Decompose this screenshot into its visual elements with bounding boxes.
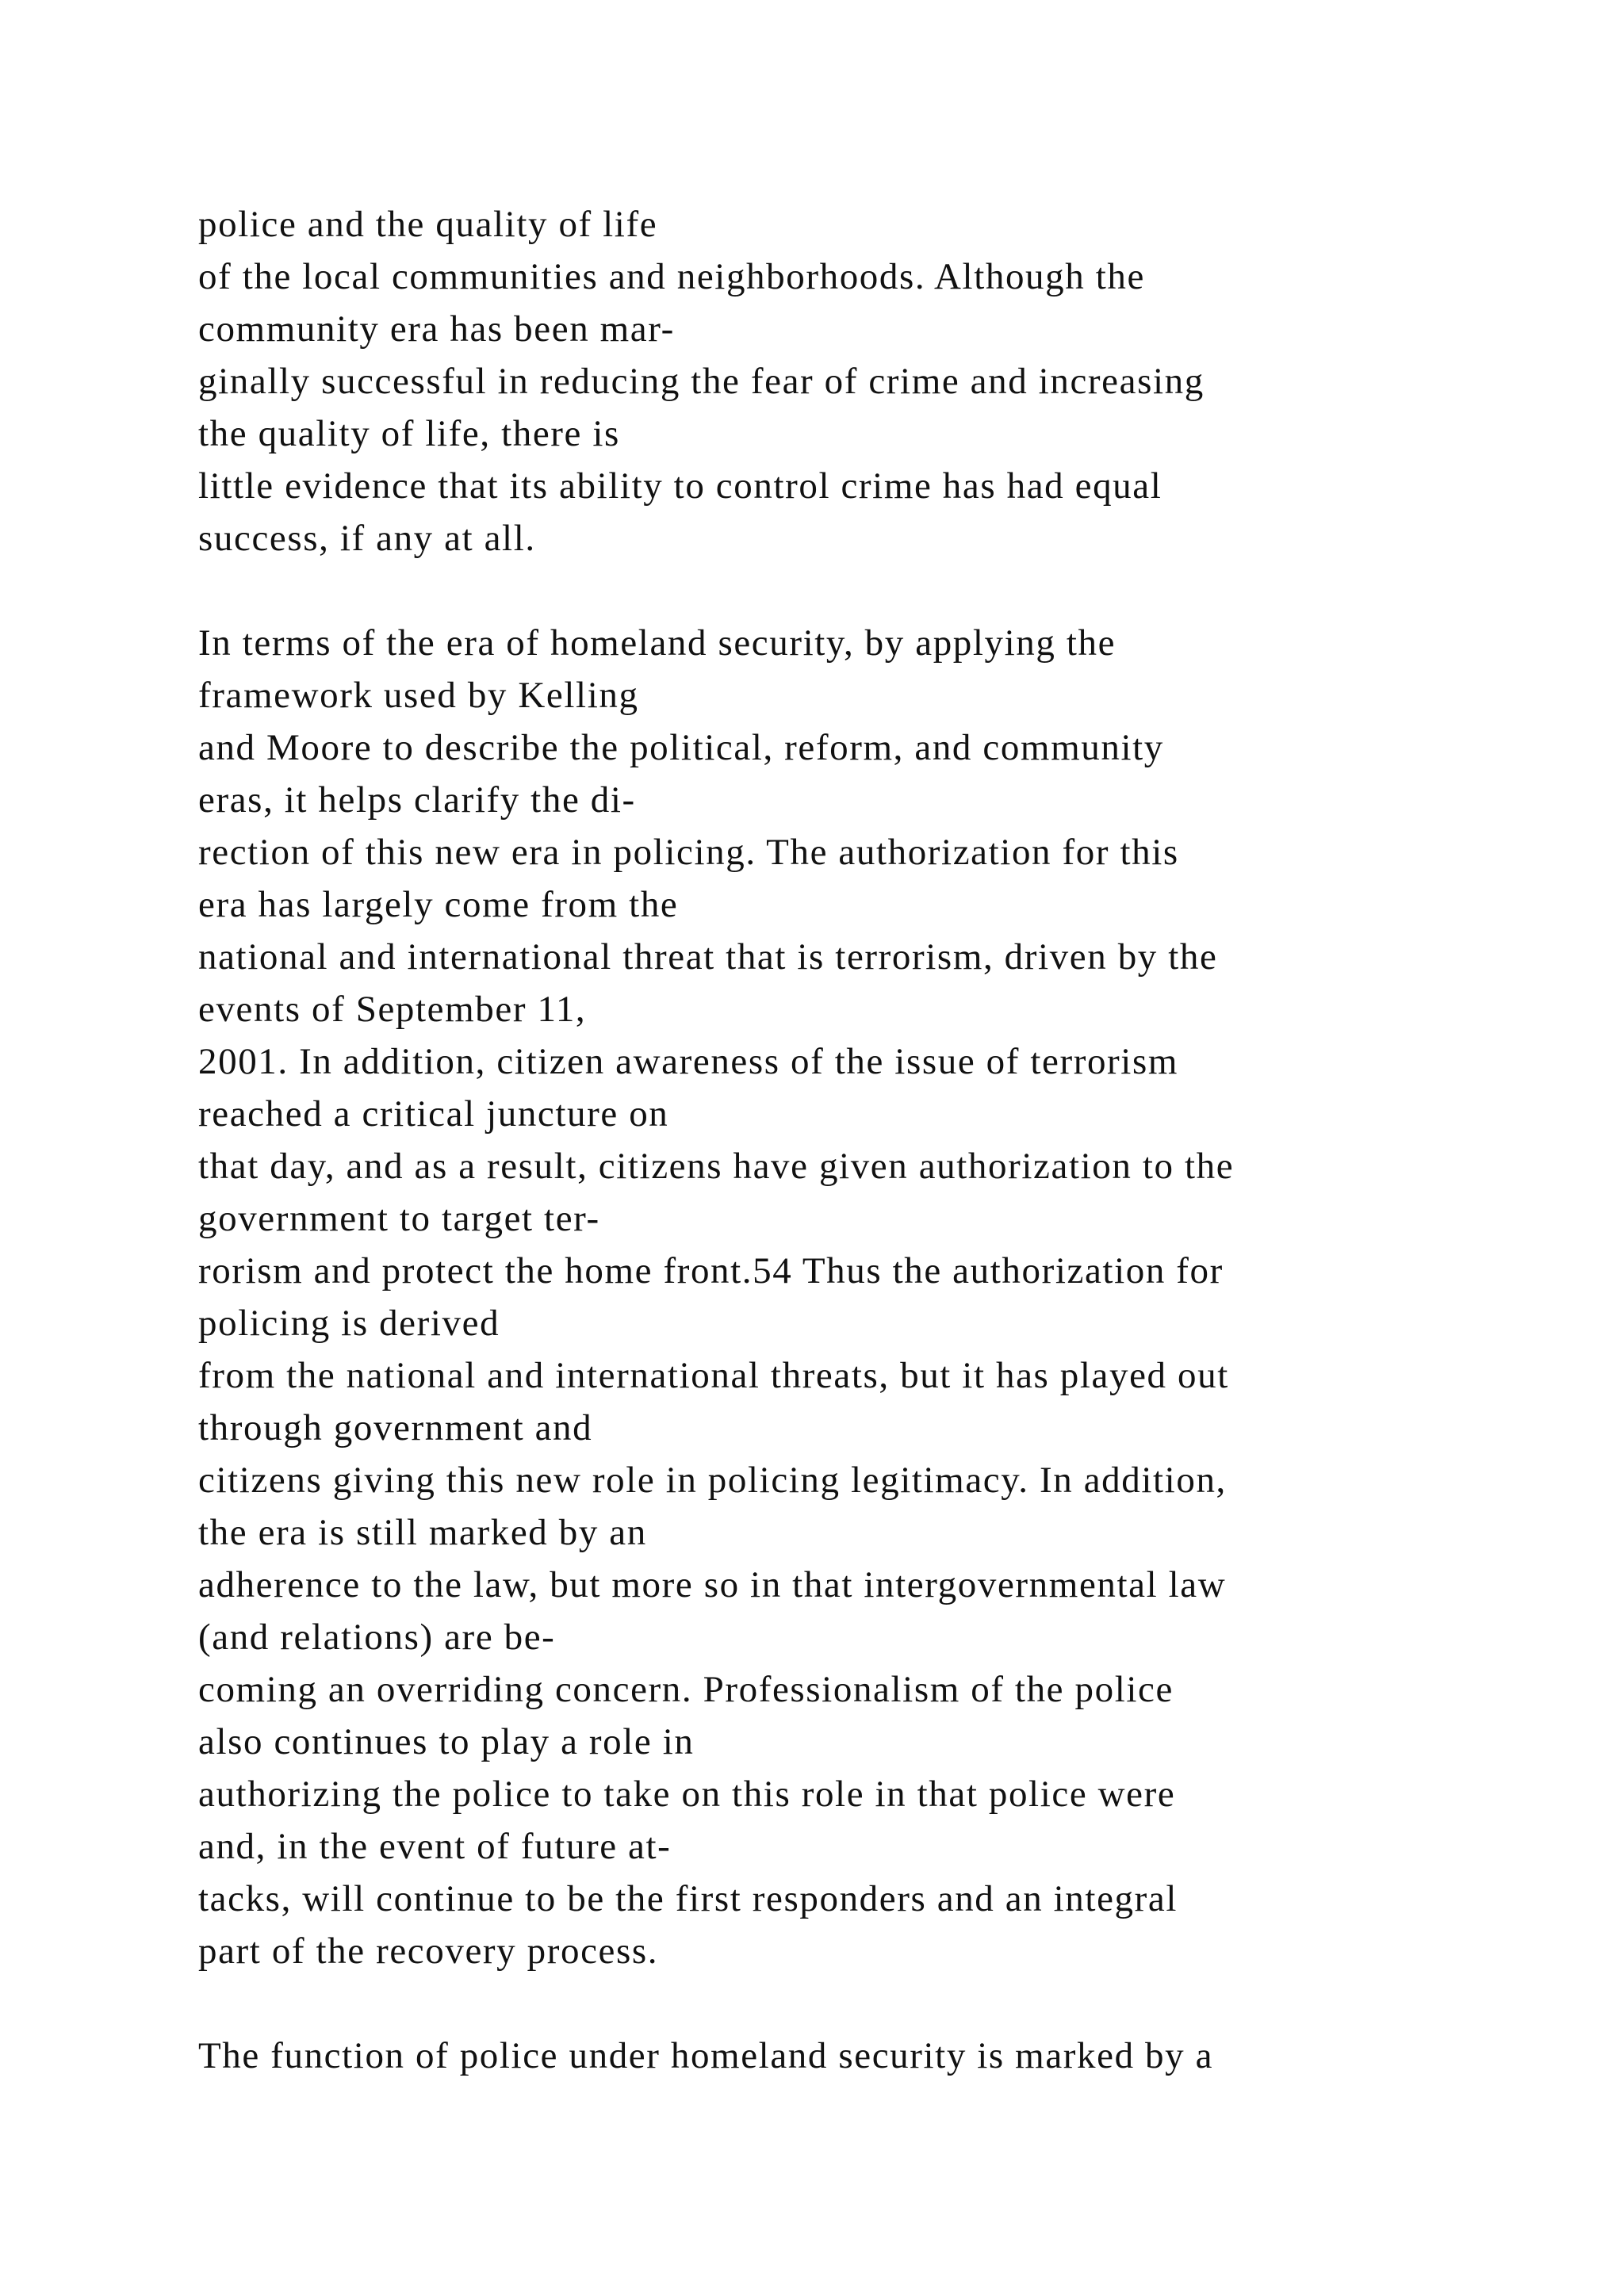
text-line: little evidence that its ability to control crime has had equal — [198, 465, 1162, 507]
text-line: the era is still marked by an — [198, 1512, 647, 1553]
text-line: tacks, will continue to be the first responders and an integral — [198, 1878, 1178, 1919]
text-line: of the local communities and neighborhoods. Although the — [198, 256, 1145, 297]
text-line: adherence to the law, but more so in that intergovernmental law — [198, 1564, 1227, 1605]
text-line: (and relations) are be- — [198, 1617, 556, 1658]
text-line: success, if any at all. — [198, 518, 536, 559]
text-line: The function of police under homeland security is marked by a — [198, 2035, 1214, 2076]
text-line: through government and — [198, 1407, 593, 1448]
text-line: government to target ter- — [198, 1198, 600, 1239]
text-line: events of September 11, — [198, 989, 587, 1030]
paragraph-2 — [198, 617, 1610, 1977]
text-line: rorism and protect the home front.54 Thus the authorization for — [198, 1250, 1224, 1292]
text-line: framework used by Kelling — [198, 675, 639, 716]
text-line: the quality of life, there is — [198, 413, 620, 454]
text-line: coming an overriding concern. Professionalism of the police — [198, 1669, 1174, 1710]
paragraph-3 — [198, 2030, 1610, 2082]
text-line: and, in the event of future at- — [198, 1826, 672, 1867]
text-line: In terms of the era of homeland security, by applying the — [198, 622, 1116, 664]
document-body — [198, 198, 1610, 2082]
text-line: era has largely come from the — [198, 884, 679, 925]
text-line: eras, it helps clarify the di- — [198, 779, 636, 821]
text-line: that day, and as a result, citizens have given authorization to the — [198, 1146, 1235, 1187]
text-line: from the national and international threats, but it has played out — [198, 1355, 1229, 1396]
paragraph-gap — [198, 564, 1610, 617]
text-line: and Moore to describe the political, reform, and community — [198, 727, 1164, 768]
text-line: policing is derived — [198, 1303, 500, 1344]
text-line: part of the recovery process. — [198, 1931, 659, 1972]
paragraph-gap — [198, 1977, 1610, 2030]
text-line: police and the quality of life — [198, 204, 658, 245]
text-line: also continues to play a role in — [198, 1721, 695, 1762]
text-line: citizens giving this new role in policing legitimacy. In addition, — [198, 1460, 1227, 1501]
text-line: reached a critical juncture on — [198, 1093, 669, 1135]
paragraph-1 — [198, 198, 1610, 564]
text-line: national and international threat that is terrorism, driven by the — [198, 936, 1218, 978]
text-line: 2001. In addition, citizen awareness of the issue of terrorism — [198, 1041, 1179, 1082]
text-line: authorizing the police to take on this role in that police were — [198, 1774, 1176, 1815]
text-line: community era has been mar- — [198, 308, 675, 350]
text-line: ginally successful in reducing the fear of crime and increasing — [198, 361, 1205, 402]
text-line: rection of this new era in policing. The authorization for this — [198, 832, 1179, 873]
